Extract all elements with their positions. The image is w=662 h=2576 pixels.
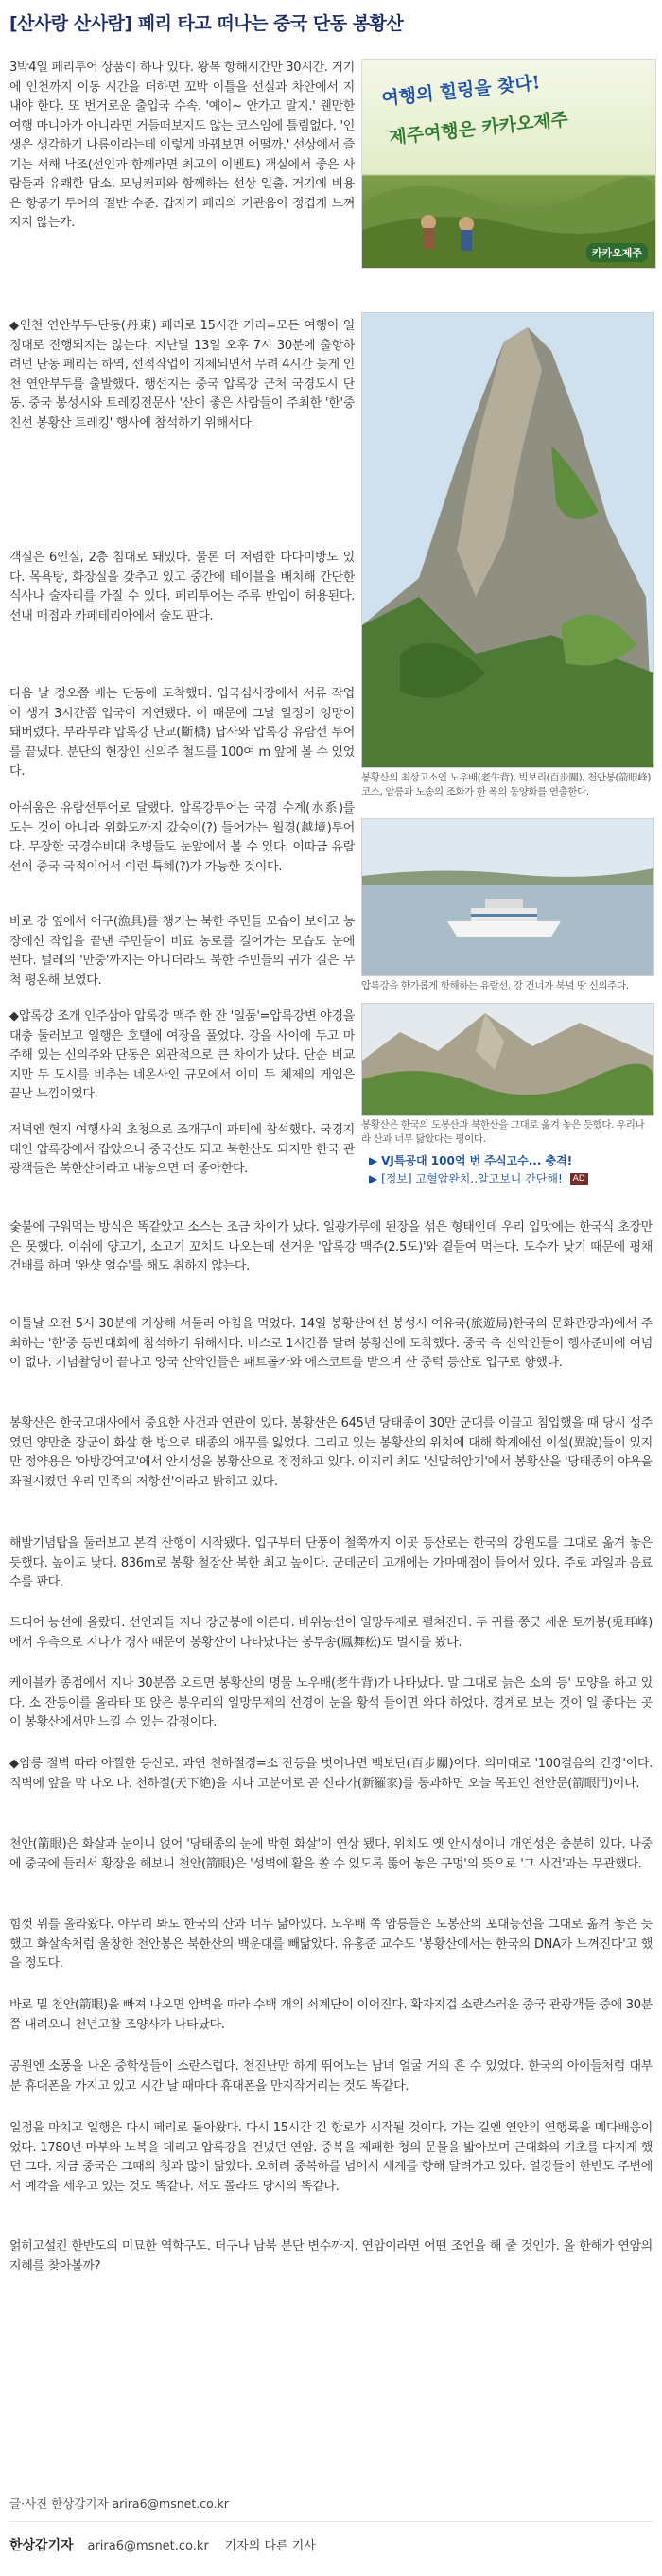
ad-logo: 카카오제주	[586, 243, 648, 262]
paragraph-11: 봉황산은 한국고대사에서 중요한 사건과 연관이 있다. 봉황산은 645년 당태종이 30만 군대를 이끌고 침입했을 때 당시 성주였던 양만춘 장군이 화살 한 방으로 태종의 애꾸를 잃었다. 그리고 있는 봉황산의 위치에 대해 학계에선 이설(異說)들이 있지만 정약용은 '아방강역고'에서 안시성을 봉황산으로 정정하고 있다. 이지리 최도 '신말허암기'에서 봉황산을 '당태종의 야욕을 좌절시켰던 우리 민족의 저항선'이라고 밝히고 있다.	[9, 1416, 653, 1489]
footer-divider	[9, 2521, 653, 2522]
ad-badge: AD	[570, 1173, 588, 1185]
paragraph-5: 아쉬움은 유람선투어로 달랬다. 압록강투어는 국경 수계(水系)를 도는 것이 아니라 위화도까지 갔숙이(?) 들어가는 월경(越境)투어다. 무장한 국경수비대 초병들도 눈앞에서 볼 수 있다. 이따금 유람선이 중국 국적이어서 이런 특혜(?)가 가능한 것이다.	[9, 801, 355, 874]
author-footer	[9, 2535, 316, 2554]
paragraph-2-text: ◆인천 연안부두-단동(丹東) 페리로 15시간 거리=모든 여행이 일정대로 진행되지는 않는다. 지난달 13일 오후 7시 30분에 출항하려던 단동 페리는 하역, 선적작업이 지체되면서 무려 4시간 늦게 인천 연안부두를 출발했다. 행선지는 중국 압록강 근처 국경도시 단동. 중국 봉성시와 트레킹전문사 '산이 좋은 사람들이 주최한 '한'중 친선 봉황산 트레킹' 행사에 참석하기 위해서다.	[9, 319, 355, 430]
ad-headline-2: 제주여행은 카카오제주	[388, 109, 569, 149]
ad-headline-1: 여행의 힐링을 찾다!	[380, 72, 542, 110]
paragraph-17: 힘껏 위를 올라왔다. 아무리 봐도 한국의 산과 너무 닮아있다. 노우배 쪽 암릉들은 도봉산의 포대능선을 그대로 옮겨 놓은 듯했고 화살속처럼 울창한 천안봉은 북한산의 백운대를 빼닮았다. 유홍준 교수도 '봉황산에서는 한국의 DNA가 느껴진다'고 했을 정도다.	[9, 1918, 653, 1971]
paragraph-4: 다음 날 정오쯤 배는 단동에 도착했다. 입국심사장에서 서류 작업이 생겨 3시간쯤 입국이 지연됐다. 이 때문에 그날 일정이 엉망이 돼버렸다. 부라부랴 압록강 단교(斷橋) 답사와 압록강 유람선 투어를 끝냈다. 분단의 현장인 신의주 철도를 100여 m 앞에 볼 수 있었다.	[9, 687, 355, 779]
paragraph-1: 3박4일 페리투어 상품이 하나 있다. 왕복 항해시간만 30시간. 거기에 인천까지 이동 시간을 더하면 꼬박 이틀을 선실과 차안에서 지내야 한다. 또 번거로운 출입국 수속. '예이~ 안가고 말지.' 웬만한 여행 마니아가 아니라면 거들떠보지도 않는 코스임에 틀림없다. '인생은 생각하기 나름이라는데 이렇게 바꿔보면 어떨까.' 선상에서 즐기는 서해 낙조(선인과 함께라면 최고의 이벤트) 객실에서 좋은 사람들과 유쾌한 담소, 모닝커피와 함께하는 선상 일출. 거기에 비용은 항공기 투어의 절반 수준. 갑자기 페리의 기관음이 정겹게 느껴지지 않는가.	[9, 61, 355, 230]
article-headline: [산사랑 산사람] 페리 타고 떠나는 중국 단동 봉황산	[9, 13, 404, 34]
photo-1-caption: 봉황산의 최상고소인 노우배(老牛背), 빅보리(百步關), 천안봉(箭眼峰) 코스, 암릉과 노송의 조화가 한 폭의 동양화를 연출한다.	[361, 772, 652, 797]
arrow-icon: ▶	[369, 1172, 378, 1185]
paragraph-6: 바로 강 옆에서 어구(漁具)를 챙기는 북한 주민들 모습이 보이고 농장에선 작업을 끝낸 주민들이 비료 농로를 걸어가는 모습도 눈에 띈다. 털레의 '만중'까지는 아니더라도 북한 주민들의 귀가 길은 무척 평온해 보였다.	[9, 915, 355, 988]
mountain-ridge-photo	[361, 1003, 654, 1116]
photo-credit: 글·사진 한상갑기자 arira6@msnet.co.kr	[9, 2497, 229, 2511]
paragraph-10: 이틀날 오전 5시 30분에 기상해 서둘러 아침을 먹었다. 14일 봉황산에선 봉성시 여유국(旅遊局)한국의 문화관광과)에서 주최하는 '한'중 등반대회에 참석하기 위해서다. 버스로 1시간쯤 달려 봉황산에 도착했다. 중국 측 산악인들이 행사준비에 여념이 없다. 기념촬영이 끝나고 양국 산악인들은 패트롤카와 에스코트를 받으며 산 중턱 등산로 입구로 향했다.	[9, 1317, 653, 1370]
photo-2-caption: 압록강을 한가롭게 항해하는 유람선. 강 건너가 북녘 땅 신의주다.	[361, 980, 629, 991]
paragraph-8: 저녁엔 현지 여행사의 초청으로 조개구이 파티에 참석했다. 국경지대인 압록강에서 잡았으니 중국산도 되고 북한산도 되지만 한국 관광객들은 북한산이라고 내놓으면 더 좋아한다.	[9, 1123, 355, 1176]
paragraph-12: 해발기념탑을 둘러보고 본격 산행이 시작됐다. 입구부터 단풍이 철쭉까지 이곳 등산로는 한국의 강원도를 그대로 옮겨 놓은 듯했다. 높이도 낮다. 836m로 봉황 철장산 북한 최고 높이다. 군데군데 고개에는 가마매점이 들어서 있다. 주로 과일과 음료수를 판다.	[9, 1536, 653, 1589]
paragraph-13: 드디어 능선에 올랐다. 선인과들 지나 장군봉에 이른다. 바위능선이 일망무제로 펼쳐진다. 두 귀를 쫑긋 세운 토끼봉(兎耳峰)에서 우측으로 지나가 경사 때문이 봉황산이 나타났다는 봉무송(鳳舞松)도 멀시를 봤다.	[9, 1616, 653, 1650]
paragraph-7: ◆압록강 조개 인주삼아 압록강 맥주 한 잔 '일품'=압록강변 야경을 대충 둘러보고 일행은 호텔에 여장을 풀었다. 강을 사이에 두고 마주해 있는 신의주와 단동은 외관적으로 큰 차이가 났다. 단순 비교지만 두 도시를 비추는 네온사인 규모에서 이미 두 체제의 게임은 끝난 느낌이었다.	[9, 1009, 355, 1101]
yalu-river-cruise-photo	[361, 818, 654, 976]
kakao-jeju-ad-banner[interactable]	[361, 59, 656, 269]
arrow-icon: ▶	[369, 1154, 378, 1167]
author-email[interactable]: arira6@msnet.co.kr	[87, 2539, 209, 2553]
paragraph-19: 공원엔 소풍을 나온 중학생들이 소란스럽다. 천진난만 하게 뛰어노는 남녀 얼굴 거의 흔 수 있었다. 한국의 아이들처럼 대부분 휴대폰을 가지고 있고 시간 날 때마다 휴대폰을 만지작거리는 것도 똑같다.	[9, 2059, 653, 2094]
sponsored-link-1[interactable]: ▶ VJ특공대 100억 번 주식고수... 충격!	[369, 1154, 573, 1167]
sponsored-links	[369, 1152, 651, 1188]
author-name[interactable]: 한상갑기자	[9, 2538, 74, 2553]
paragraph-15: ◆암릉 절벽 따라 아찔한 등산로. 과연 천하절경=소 잔등을 벗어나면 백보단(百步關)이다. 의미대로 '100걸음의 긴장'이다. 직벽에 앞을 막 나오 다. 천하절(天下絶)을 지나 고분어로 곧 신라가(新羅家)를 통과하면 오늘 목표인 천안문(箭眼門)이다.	[9, 1757, 653, 1791]
more-articles-link[interactable]: 기자의 다른 기사	[224, 2539, 316, 2553]
paragraph-14: 케이블카 종점에서 지나 30분쯤 오르면 봉황산의 명물 노우배(老牛背)가 나타났다. 말 그대로 늙은 소의 등' 모양을 하고 있다. 소 잔등이를 올라타 또 앉은 봉우리의 일망무제의 선경이 눈을 황석 들이면 와다 하었다. 경계로 보는 것이 일 좋다는 곳이 봉황산에서만 느낄 수 있는 감정이다.	[9, 1676, 653, 1729]
paragraph-9: 숯불에 구워먹는 방식은 똑같았고 소스는 조금 차이가 났다. 일광가루에 된장을 섞은 형태인데 우리 입맛에는 한국식 초장만은 못했다. 이쉬에 양고기, 소고기 꼬치도 나오는데 선거운 '압록강 맥주(2.5도)'와 곁들여 먹는다. 도수가 낮기 때문에 평채 건배를 하며 '완샷 얼슈'를 해도 취하지 않는다.	[9, 1220, 653, 1273]
paragraph-21: 얽히고설킨 한반도의 미묘한 역학구도. 더구나 남북 분단 변수까지. 연암이라면 어떤 조언을 해 줄 것인가. 올 한해가 연암의 지혜를 찾아볼까?	[9, 2239, 653, 2273]
paragraph-2	[9, 317, 355, 536]
sponsored-link-2[interactable]: ▶ [정보] 고혈압완치..알고보니 간단해! AD	[369, 1170, 651, 1188]
paragraph-18: 바로 밑 천안(箭眼)을 빠져 나오면 암벽을 따라 수백 개의 쇠계단이 이어진다. 확자지겁 소란스러운 중국 관광객들 중에 30분쯤 내려오니 천년고찰 조양사가 나타났다.	[9, 1998, 653, 2032]
bonghwangsan-peak-photo	[361, 312, 654, 768]
paragraph-20: 일정을 마치고 일행은 다시 페리로 돌아왔다. 다시 15시간 긴 항로가 시작될 것이다. 가는 길엔 연안의 연행록을 메다배응이었다. 1780년 마부와 노복을 데리고 압록강을 건넜던 연암. 중복을 제패한 청의 문물을 밟아보며 근대화의 기초를 다지게 했던 그다. 지금 중국은 그때의 청과 많이 닮았다. 오히려 중복하를 넘어서 세계를 향해 달려가고 있다. 열강들이 한반도 주변에서 예각을 세우고 있는 것도 똑같다. 서도 몰라도 당시의 똑같다.	[9, 2121, 653, 2194]
photo-3-caption: 봉황산은 한국의 도봉산과 북한산을 그대로 옮겨 놓은 듯했다. 우리나라 산과 너무 닮았다는 평이다.	[361, 1119, 645, 1145]
paragraph-16: 천안(箭眼)은 화살과 눈이니 얹어 '당태종의 눈에 박힌 화살'이 연상 됐다. 위치도 옛 안시성이니 개연성은 충분히 있다. 나중에 중국에 들러서 황장을 해보니 천안(箭眼)은 '성벽에 활을 쏠 수 있도록 뚫어 놓은 구멍'의 뜻으로 '그 사건'과는 무관했다.	[9, 1837, 653, 1871]
paragraph-3: 객실은 6인실, 2층 침대로 돼있다. 물론 더 저렴한 다다미방도 있다. 목욕탕, 화장실을 갖추고 있고 중간에 테이블을 배치해 간단한 식사나 술자리를 가질 수 있다. 페리투어는 주류 반입이 허용된다. 선내 매점과 카페테리아에서 술도 판다.	[9, 551, 355, 623]
